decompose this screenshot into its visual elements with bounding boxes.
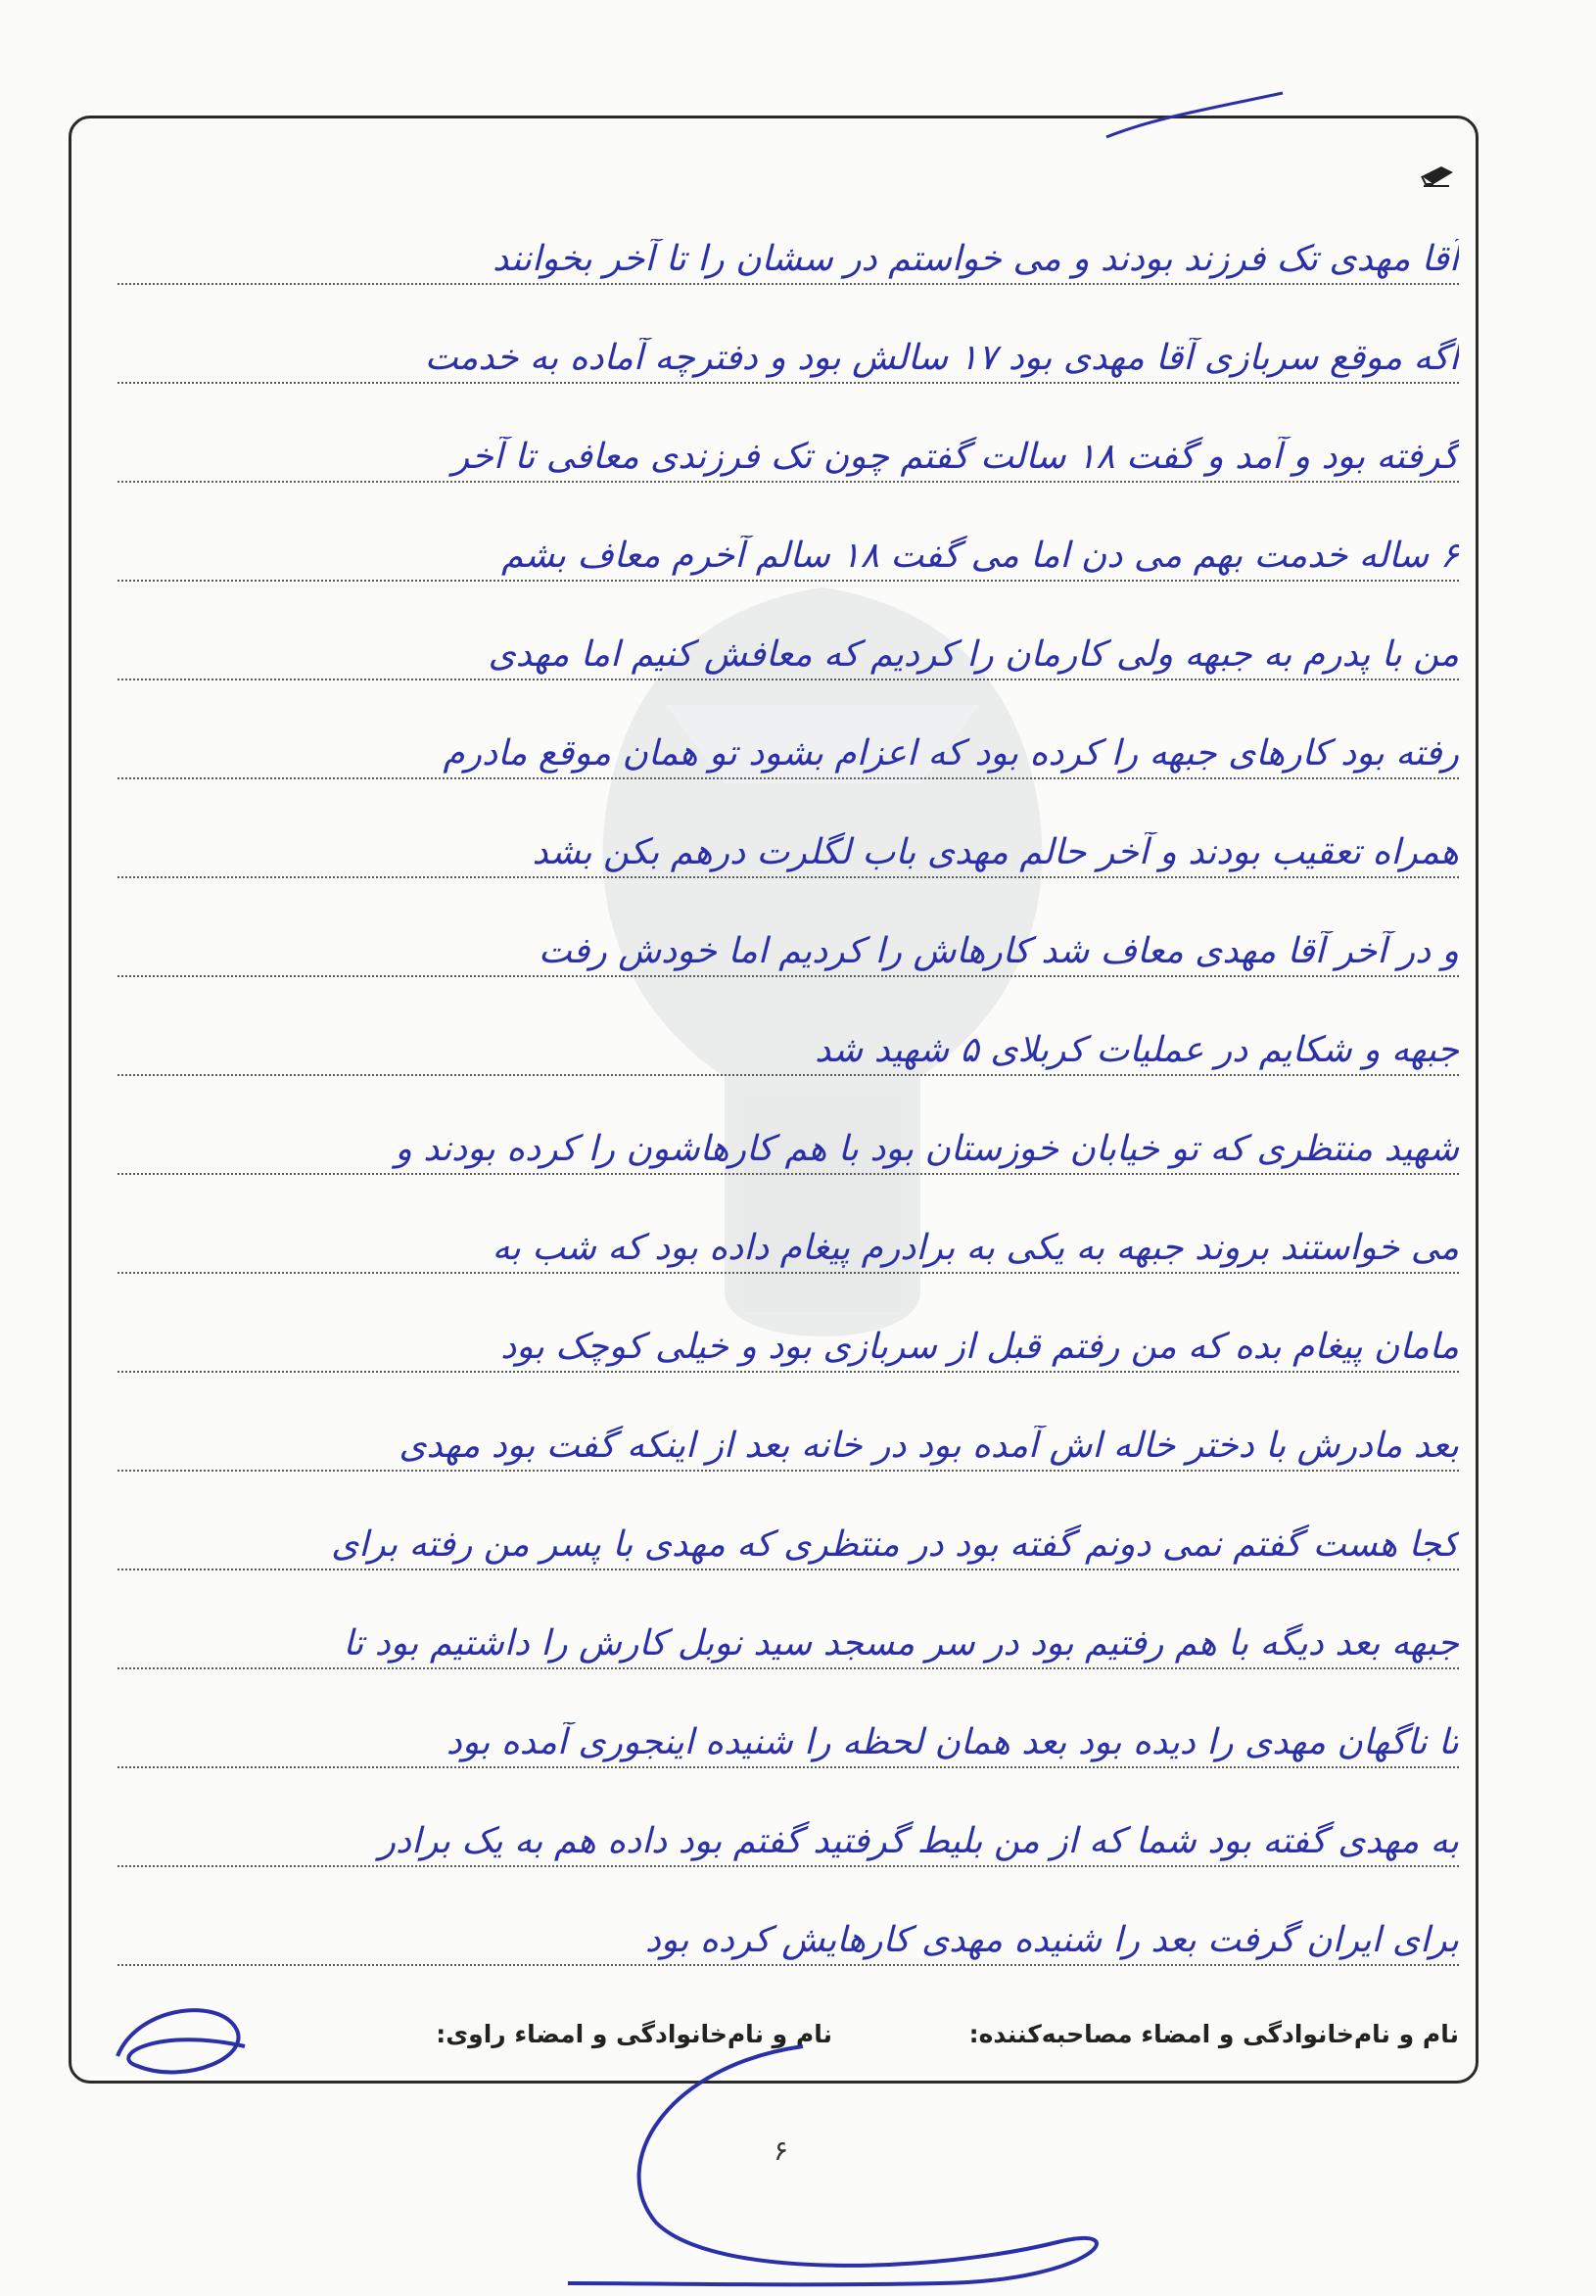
line-text: مامان پیغام بده که من رفتم قبل از سربازی بود و خیلی کوچک بود: [500, 1327, 1459, 1367]
page-number: ۶: [774, 2134, 789, 2167]
text-line: [117, 1669, 1459, 1768]
text-line: [117, 582, 1459, 680]
line-text: آقا مهدی تک فرزند بودند و می خواستم در سشان را تا آخر بخوانند: [493, 239, 1459, 279]
line-text: گرفته بود و آمد و گفت ۱۸ سالت گفتم چون تک فرزندی معافی تا آخر: [451, 437, 1459, 477]
text-line: [117, 1768, 1459, 1867]
text-line: [117, 1570, 1459, 1669]
line-text: برای ایران گرفت بعد را شنیده مهدی کارهایش کرده بود: [644, 1920, 1459, 1960]
line-text: می خواستند بروند جبهه به یکی به برادرم پیغام داده بود که شب به: [492, 1228, 1459, 1268]
text-line: [117, 1867, 1459, 1966]
text-line: [117, 285, 1459, 384]
line-text: همراه تعقیب بودند و آخر حالم مهدی باب لگلرت درهم بکن بشد: [532, 832, 1459, 872]
line-text: جبهه و شکایم در عملیات کربلای ۵ شهید شد: [815, 1030, 1459, 1070]
line-text: رفته بود کارهای جبهه را کرده بود که اعزام بشود تو همان موقع مادرم: [443, 733, 1459, 773]
signature-scribble: [98, 1968, 255, 2095]
text-line: [117, 779, 1459, 878]
text-line: [117, 186, 1459, 285]
text-line: [117, 680, 1459, 779]
text-line: [117, 1175, 1459, 1274]
text-line: [117, 1472, 1459, 1570]
line-text: به مهدی گفته بود شما که از من بلیط گرفتید گفتم بود داده هم به یک برادر: [378, 1821, 1459, 1861]
margin-scribble: [1097, 88, 1292, 147]
line-text: کجا هست گفتم نمی دونم گفته بود در منتظری که مهدی با پسر من رفته برای: [331, 1524, 1459, 1565]
line-text: و در آخر آقا مهدی معاف شد کارهاش را کردیم اما خودش رفت: [538, 931, 1459, 971]
interviewer-label: نام و نام‌خانوادگی و امضاء مصاحبه‌کننده:: [968, 2020, 1459, 2048]
narrator-label: نام و نام‌خانوادگی و امضاء راوی:: [436, 2020, 832, 2048]
text-line: [117, 878, 1459, 977]
text-line: [117, 384, 1459, 483]
pen-icon: [1420, 163, 1455, 188]
line-text: بعد مادرش با دختر خاله اش آمده بود در خانه بعد از اینکه گفت بود مهدی: [399, 1426, 1459, 1466]
line-text: جبهه بعد دیگه با هم رفتیم بود در سر مسجد سید نوبل کارش را داشتیم بود تا: [343, 1623, 1459, 1663]
line-text: من با پدرم به جبهه ولی کارمان را کردیم که معافش کنیم اما مهدی: [488, 634, 1459, 675]
handwritten-lines: [117, 186, 1459, 1966]
signature-loop: [548, 2027, 1155, 2291]
line-text: ۶ ساله خدمت بهم می دن اما می گفت ۱۸ سالم آخرم معاف بشم: [500, 536, 1459, 576]
text-line: [117, 1076, 1459, 1175]
text-line: [117, 483, 1459, 582]
text-line: [117, 1274, 1459, 1373]
line-text: تا ناگهان مهدی را دیده بود بعد همان لحظه را شنیده اینجوری آمده بود: [446, 1722, 1459, 1762]
line-text: اگه موقع سربازی آقا مهدی بود ۱۷ سالش بود و دفترچه آماده به خدمت: [424, 338, 1459, 378]
text-line: [117, 1373, 1459, 1472]
line-text: شهید منتظری که تو خیابان خوزستان بود با هم کارهاشون را کرده بودند و: [395, 1129, 1459, 1169]
text-line: [117, 977, 1459, 1076]
